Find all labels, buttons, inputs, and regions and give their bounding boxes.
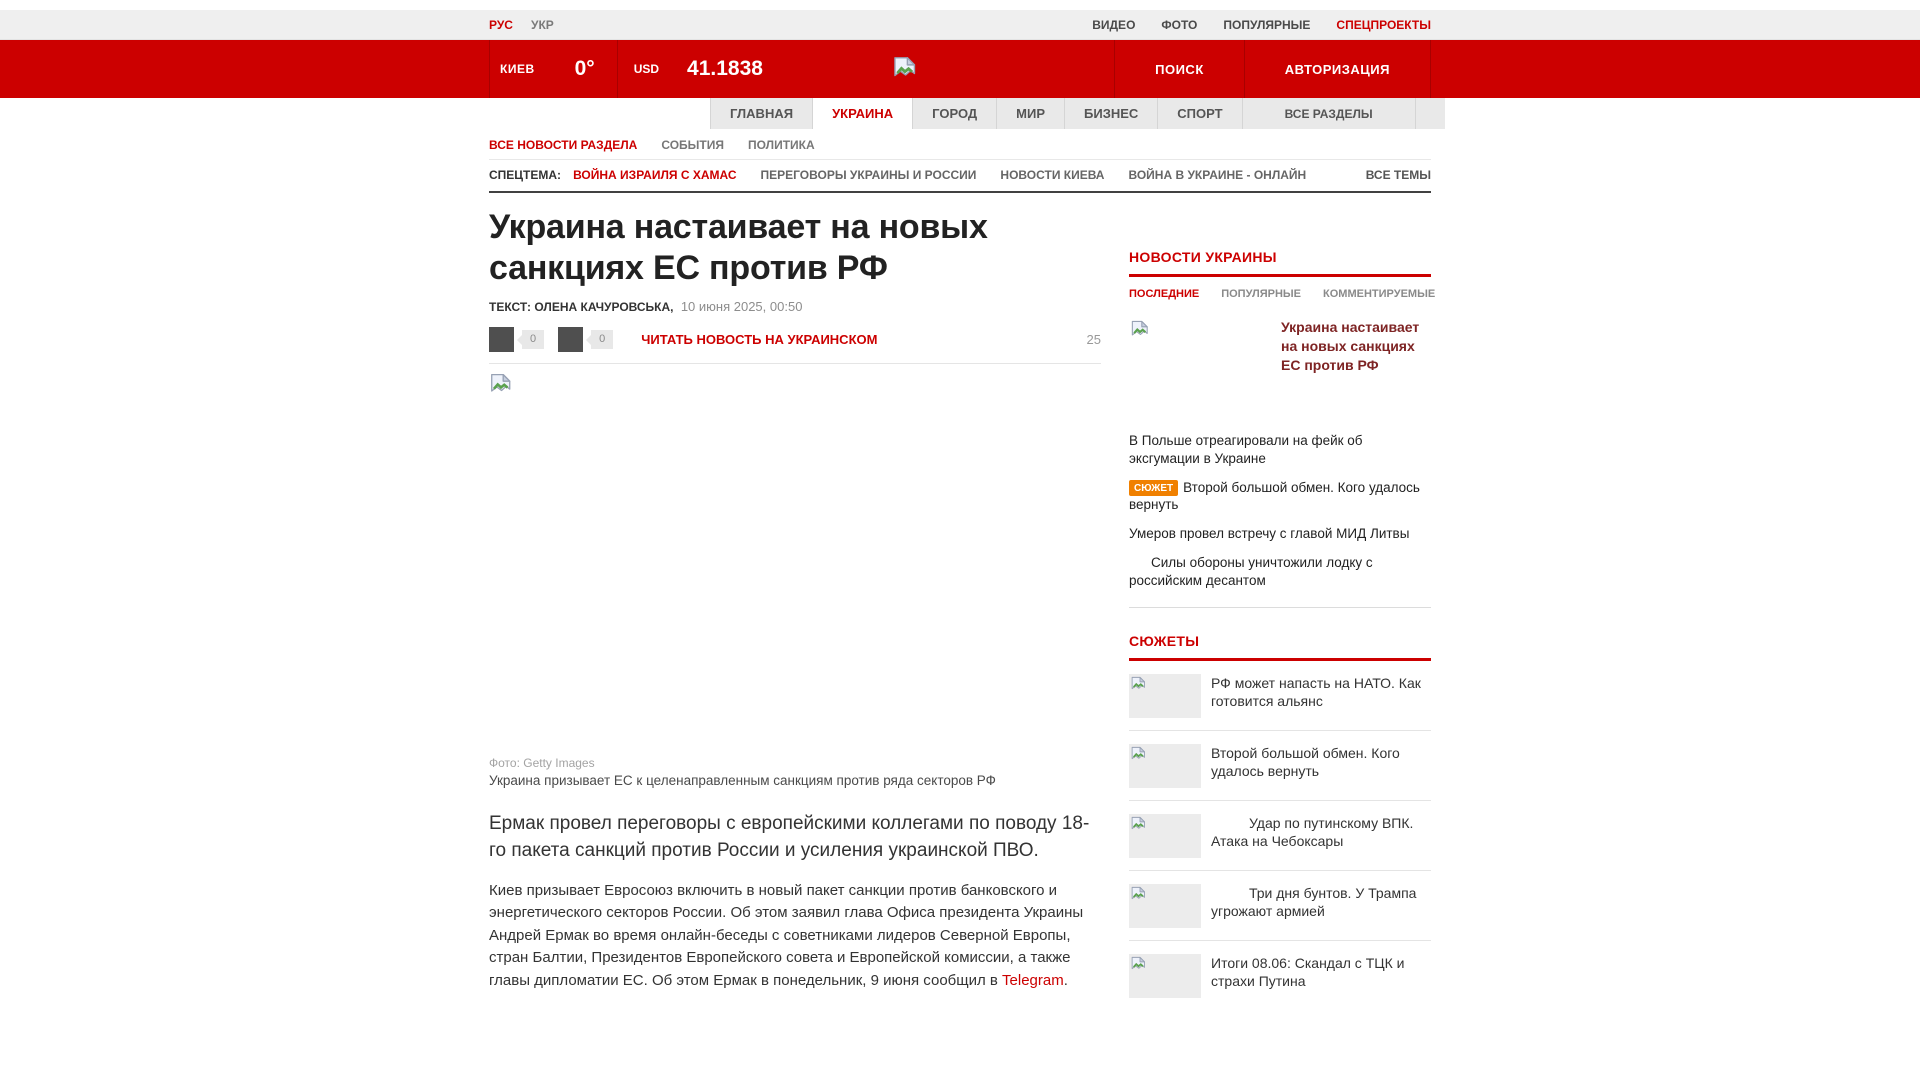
article-body-end: . [1063,971,1068,989]
tab-commented[interactable]: КОММЕНТИРУЕМЫЕ [1323,288,1436,300]
article-body [489,880,1101,993]
sujet-thumbnail [1129,674,1201,718]
sujet-thumbnail [1129,954,1201,998]
list-item[interactable] [1129,554,1431,590]
sujet-item[interactable] [1129,801,1431,871]
featured-title[interactable]: Украина настаивает на новых санкциях ЕС против РФ [1281,319,1420,373]
nav-filler [1416,98,1445,129]
spectema-topic-3[interactable]: ВОЙНА В УКРАИНЕ - ОНЛАЙН [1128,168,1307,182]
share-button-twitter[interactable] [558,327,583,352]
lang-rus[interactable]: РУС [489,17,513,32]
sidebar-featured-item[interactable] [1129,318,1431,430]
broken-image-icon [1131,746,1146,763]
news-link[interactable]: В Польше отреагировали на фейк об эксгумации в Украине [1129,433,1363,466]
telegram-link[interactable]: Telegram [1002,971,1064,989]
sidebar-news-list [1129,432,1431,590]
list-item[interactable] [1129,525,1431,543]
all-sections-button[interactable]: ВСЕ РАЗДЕЛЫ [1243,98,1416,129]
weather-city: КИЕВ [500,62,535,76]
sidebar-tabs [1129,288,1436,300]
top-bar [0,10,1920,40]
currency-rate: 41.1838 [687,57,763,80]
news-link[interactable]: Умеров провел встречу с главой МИД Литвы [1129,526,1410,542]
currency-widget[interactable] [618,57,797,81]
topbar-link-photo[interactable]: ФОТО [1161,17,1198,32]
photo-caption: Украина призывает ЕС к целенаправленным санкциям против ряда секторов РФ [489,772,996,788]
header-divider [1430,40,1431,98]
tab-biznes[interactable]: БИЗНЕС [1065,98,1158,129]
sujet-item[interactable] [1129,941,1431,1010]
article-body-text: Киев призывает Евросоюз включить в новый пакет санкции против банковского и энергетического секторов России. Об этом заявил глава Офиса президента Украины Андрей Ермак во время онлайн-беседы с советниками лидеров Северной Европы, стран Балтии, Президентов Европейского совета и Европейской комиссии, а также главы дипломатии ЕС. Об этом Ермак в понедельник, 9 июня сообщил в [489,881,1084,989]
read-in-ukrainian-link[interactable]: ЧИТАТЬ НОВОСТЬ НА УКРАИНСКОМ [641,331,878,347]
search-button[interactable]: ПОИСК [1155,61,1204,77]
list-item[interactable] [1129,479,1431,515]
tab-popular[interactable]: ПОПУЛЯРНЫЕ [1221,288,1302,300]
broken-image-icon [1131,676,1146,693]
topbar-links [1092,18,1431,32]
news-link[interactable]: Силы обороны уничтожили лодку с российским десантом [1129,555,1373,588]
tab-mir[interactable]: МИР [997,98,1065,129]
share-row [489,327,1101,352]
news-link[interactable] [1129,480,1420,513]
site-header [0,40,1920,98]
spectema-featured-link[interactable]: ВОЙНА ИЗРАИЛЯ С ХАМАС [573,168,737,182]
tab-glavnaya[interactable]: ГЛАВНАЯ [711,98,813,129]
broken-image-icon [1131,816,1146,833]
sujet-item[interactable] [1129,661,1431,731]
subnav-all-news[interactable]: ВСЕ НОВОСТИ РАЗДЕЛА [489,138,638,152]
sujet-item[interactable] [1129,731,1431,801]
news-link-text: Второй большой обмен. Кого удалось вернуть [1129,479,1420,513]
article-date: 10 июня 2025, 00:50 [680,298,803,314]
share-count: 0 [591,330,613,349]
topbar-link-video[interactable]: ВИДЕО [1092,17,1136,32]
spectema-topic-2[interactable]: НОВОСТИ КИЕВА [1000,168,1105,182]
sujet-badge: СЮЖЕТ [1129,480,1178,496]
list-item[interactable] [1129,432,1431,468]
topbar-link-popular[interactable]: ПОПУЛЯРНЫЕ [1223,17,1311,32]
spectema-topic-1[interactable]: ПЕРЕГОВОРЫ УКРАИНЫ И РОССИИ [760,168,977,182]
language-switcher [489,18,554,32]
sidebar-news-title: НОВОСТИ УКРАИНЫ [1129,249,1277,265]
comments-count[interactable]: 25 [1086,331,1101,347]
sujet-link[interactable]: РФ может напасть на НАТО. Как готовится альянс [1211,674,1421,710]
sujety-title: СЮЖЕТЫ [1129,632,1200,649]
weather-temp: 0° [574,57,595,80]
broken-image-icon [1131,320,1149,340]
sidebar [1129,207,1436,1010]
article-column [489,207,1101,1010]
article-lead: Ермак провел переговоры с европейскими коллегами по поводу 18-го пакета санкций против России и усиления украинской ПВО. [489,812,1090,862]
broken-image-icon [490,373,512,397]
broken-image-icon [1131,886,1146,903]
subnav-events[interactable]: СОБЫТИЯ [661,138,724,152]
sujet-link[interactable]: Удар по путинскому ВПК. Атака на Чебоксары [1211,814,1414,850]
article-title: Украина настаивает на новых санкциях ЕС против РФ [489,208,988,288]
auth-button[interactable]: АВТОРИЗАЦИЯ [1284,61,1390,77]
sujet-link[interactable]: Второй большой обмен. Кого удалось вернуть [1211,744,1400,780]
special-topics-bar [489,160,1431,193]
tab-gorod[interactable]: ГОРОД [913,98,997,129]
topbar-link-specprojects[interactable]: СПЕЦПРОЕКТЫ [1336,17,1431,32]
main-nav [0,98,1920,129]
photo-credit: Фото: Getty Images [489,755,595,770]
tab-sport[interactable]: СПОРТ [1158,98,1242,129]
subnav-politics[interactable]: ПОЛИТИКА [748,138,815,152]
sujety-list [1129,661,1431,1010]
spectema-label: СПЕЦТЕМА: [489,168,562,182]
broken-image-icon [893,56,917,82]
currency-code: USD [633,62,660,76]
divider [1129,607,1431,608]
section-subnav [489,129,1431,160]
tab-latest[interactable]: ПОСЛЕДНИЕ [1129,288,1200,300]
tab-ukraina[interactable]: УКРАИНА [813,98,913,129]
article-image [489,364,1101,756]
sujet-link[interactable]: Три дня бунтов. У Трампа угрожают армией [1211,884,1417,920]
all-topics-link[interactable]: ВСЕ ТЕМЫ [1365,168,1431,182]
sujet-item[interactable] [1129,871,1431,941]
share-button-facebook[interactable] [489,327,514,352]
article-byline [489,299,1101,314]
sujet-thumbnail [1129,884,1201,928]
sujet-link[interactable]: Итоги 08.06: Скандал с ТЦК и страхи Путина [1211,954,1405,990]
site-logo[interactable] [893,56,917,82]
red-divider [1129,274,1431,277]
article-author: ТЕКСТ: ОЛЕНА КАЧУРОВСЬКА, [489,299,674,314]
sujet-thumbnail [1129,814,1201,858]
share-count: 0 [522,330,544,349]
lang-ukr[interactable]: УКР [530,17,554,32]
weather-widget[interactable] [490,57,617,81]
sujet-thumbnail [1129,744,1201,788]
broken-image-icon [1131,956,1146,973]
featured-thumbnail [1129,318,1269,398]
